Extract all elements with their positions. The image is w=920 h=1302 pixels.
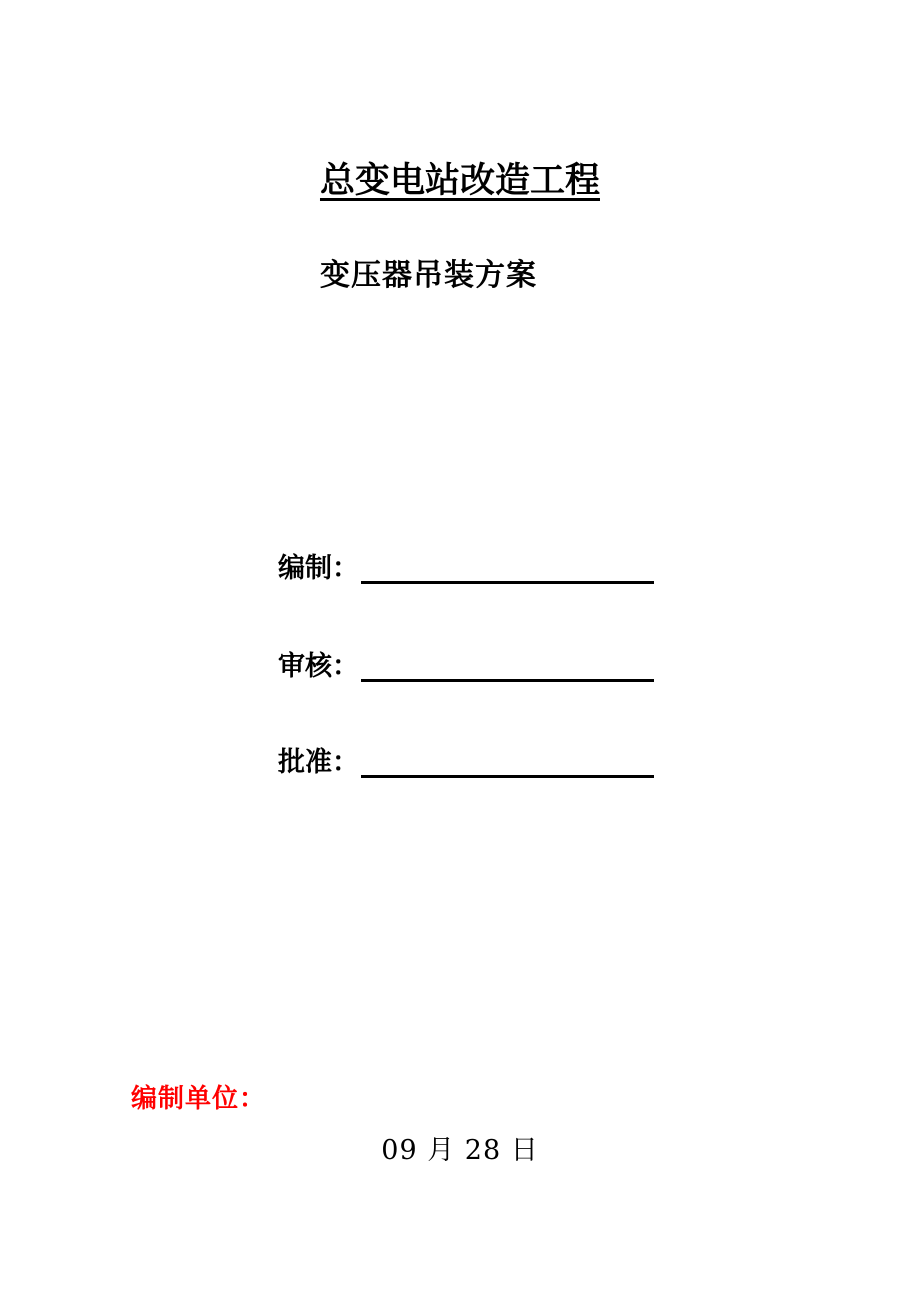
signature-blank-line xyxy=(361,581,654,584)
signature-label-reviewer: 审核： xyxy=(278,651,359,682)
document-date: 09 月 28 日 xyxy=(381,1135,539,1166)
document-title: 总变电站改造工程 xyxy=(319,160,600,201)
compiling-unit-label: 编制单位： xyxy=(131,1084,267,1114)
signature-blank-line xyxy=(361,679,654,682)
signature-label-approver: 批准： xyxy=(278,747,359,778)
signature-blank-line xyxy=(361,775,654,778)
document-subtitle: 变压器吊装方案 xyxy=(320,258,537,293)
signature-row-approver xyxy=(278,747,654,778)
signature-row-compiler xyxy=(278,553,654,584)
signature-label-compiler: 编制： xyxy=(278,553,359,584)
signature-row-reviewer xyxy=(278,651,654,682)
